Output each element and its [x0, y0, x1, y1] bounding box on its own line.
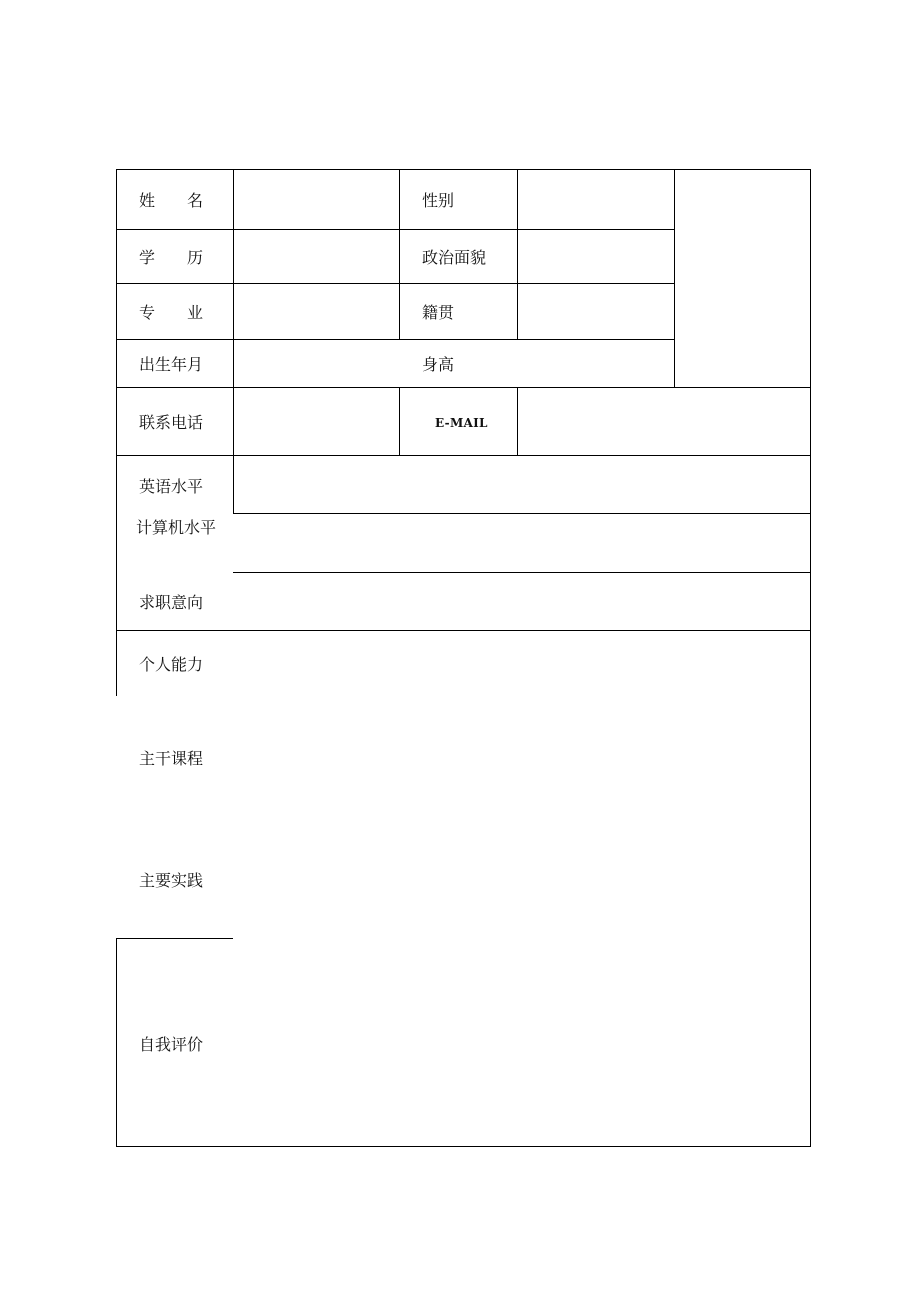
major-label-char: 专: [139, 303, 156, 322]
name-label-char: 姓: [139, 191, 156, 210]
major-label: [139, 303, 203, 323]
table-line: [116, 938, 233, 939]
table-line: [116, 1146, 811, 1147]
english-label: 英语水平: [139, 477, 204, 496]
height-label: 身高: [422, 355, 455, 374]
education-label: [139, 248, 203, 268]
phone-value-cell[interactable]: [234, 388, 399, 455]
education-label-char: 学: [139, 248, 156, 267]
native-place-value-cell[interactable]: [518, 284, 674, 339]
table-line: [116, 169, 117, 696]
practice-label: 主要实践: [139, 871, 204, 890]
table-line: [116, 938, 117, 1147]
job-intent-value-cell[interactable]: [234, 573, 810, 630]
table-line: [810, 169, 811, 1147]
gender-label: 性别: [422, 191, 455, 210]
education-label-char: 历: [186, 248, 203, 267]
gender-value-cell[interactable]: [518, 170, 674, 229]
political-status-value-cell[interactable]: [518, 230, 674, 283]
table-line: [399, 387, 400, 455]
email-value-cell[interactable]: [518, 388, 810, 455]
major-label-char: 业: [186, 303, 203, 322]
photo-cell[interactable]: [675, 170, 810, 387]
courses-label: 主干课程: [139, 749, 204, 768]
email-label: E-MAIL: [435, 416, 488, 430]
education-value-cell[interactable]: [234, 230, 399, 283]
job-intent-label: 求职意向: [139, 593, 204, 612]
name-label: [139, 191, 203, 211]
self-eval-label: 自我评价: [139, 1035, 204, 1054]
table-line: [116, 339, 675, 340]
english-value-cell[interactable]: [234, 456, 810, 513]
name-value-cell[interactable]: [234, 170, 399, 229]
computer-label: 计算机水平: [136, 518, 217, 537]
phone-label: 联系电话: [139, 413, 204, 432]
ability-label: 个人能力: [139, 655, 204, 674]
details-value-cell[interactable]: [234, 631, 810, 1146]
computer-value-cell[interactable]: [234, 514, 810, 572]
name-label-char: 名: [186, 191, 203, 210]
major-value-cell[interactable]: [234, 284, 399, 339]
birth-label: 出生年月: [139, 355, 204, 374]
political-status-label: 政治面貌: [422, 248, 487, 267]
native-place-label: 籍贯: [422, 303, 455, 322]
table-line: [399, 169, 400, 340]
